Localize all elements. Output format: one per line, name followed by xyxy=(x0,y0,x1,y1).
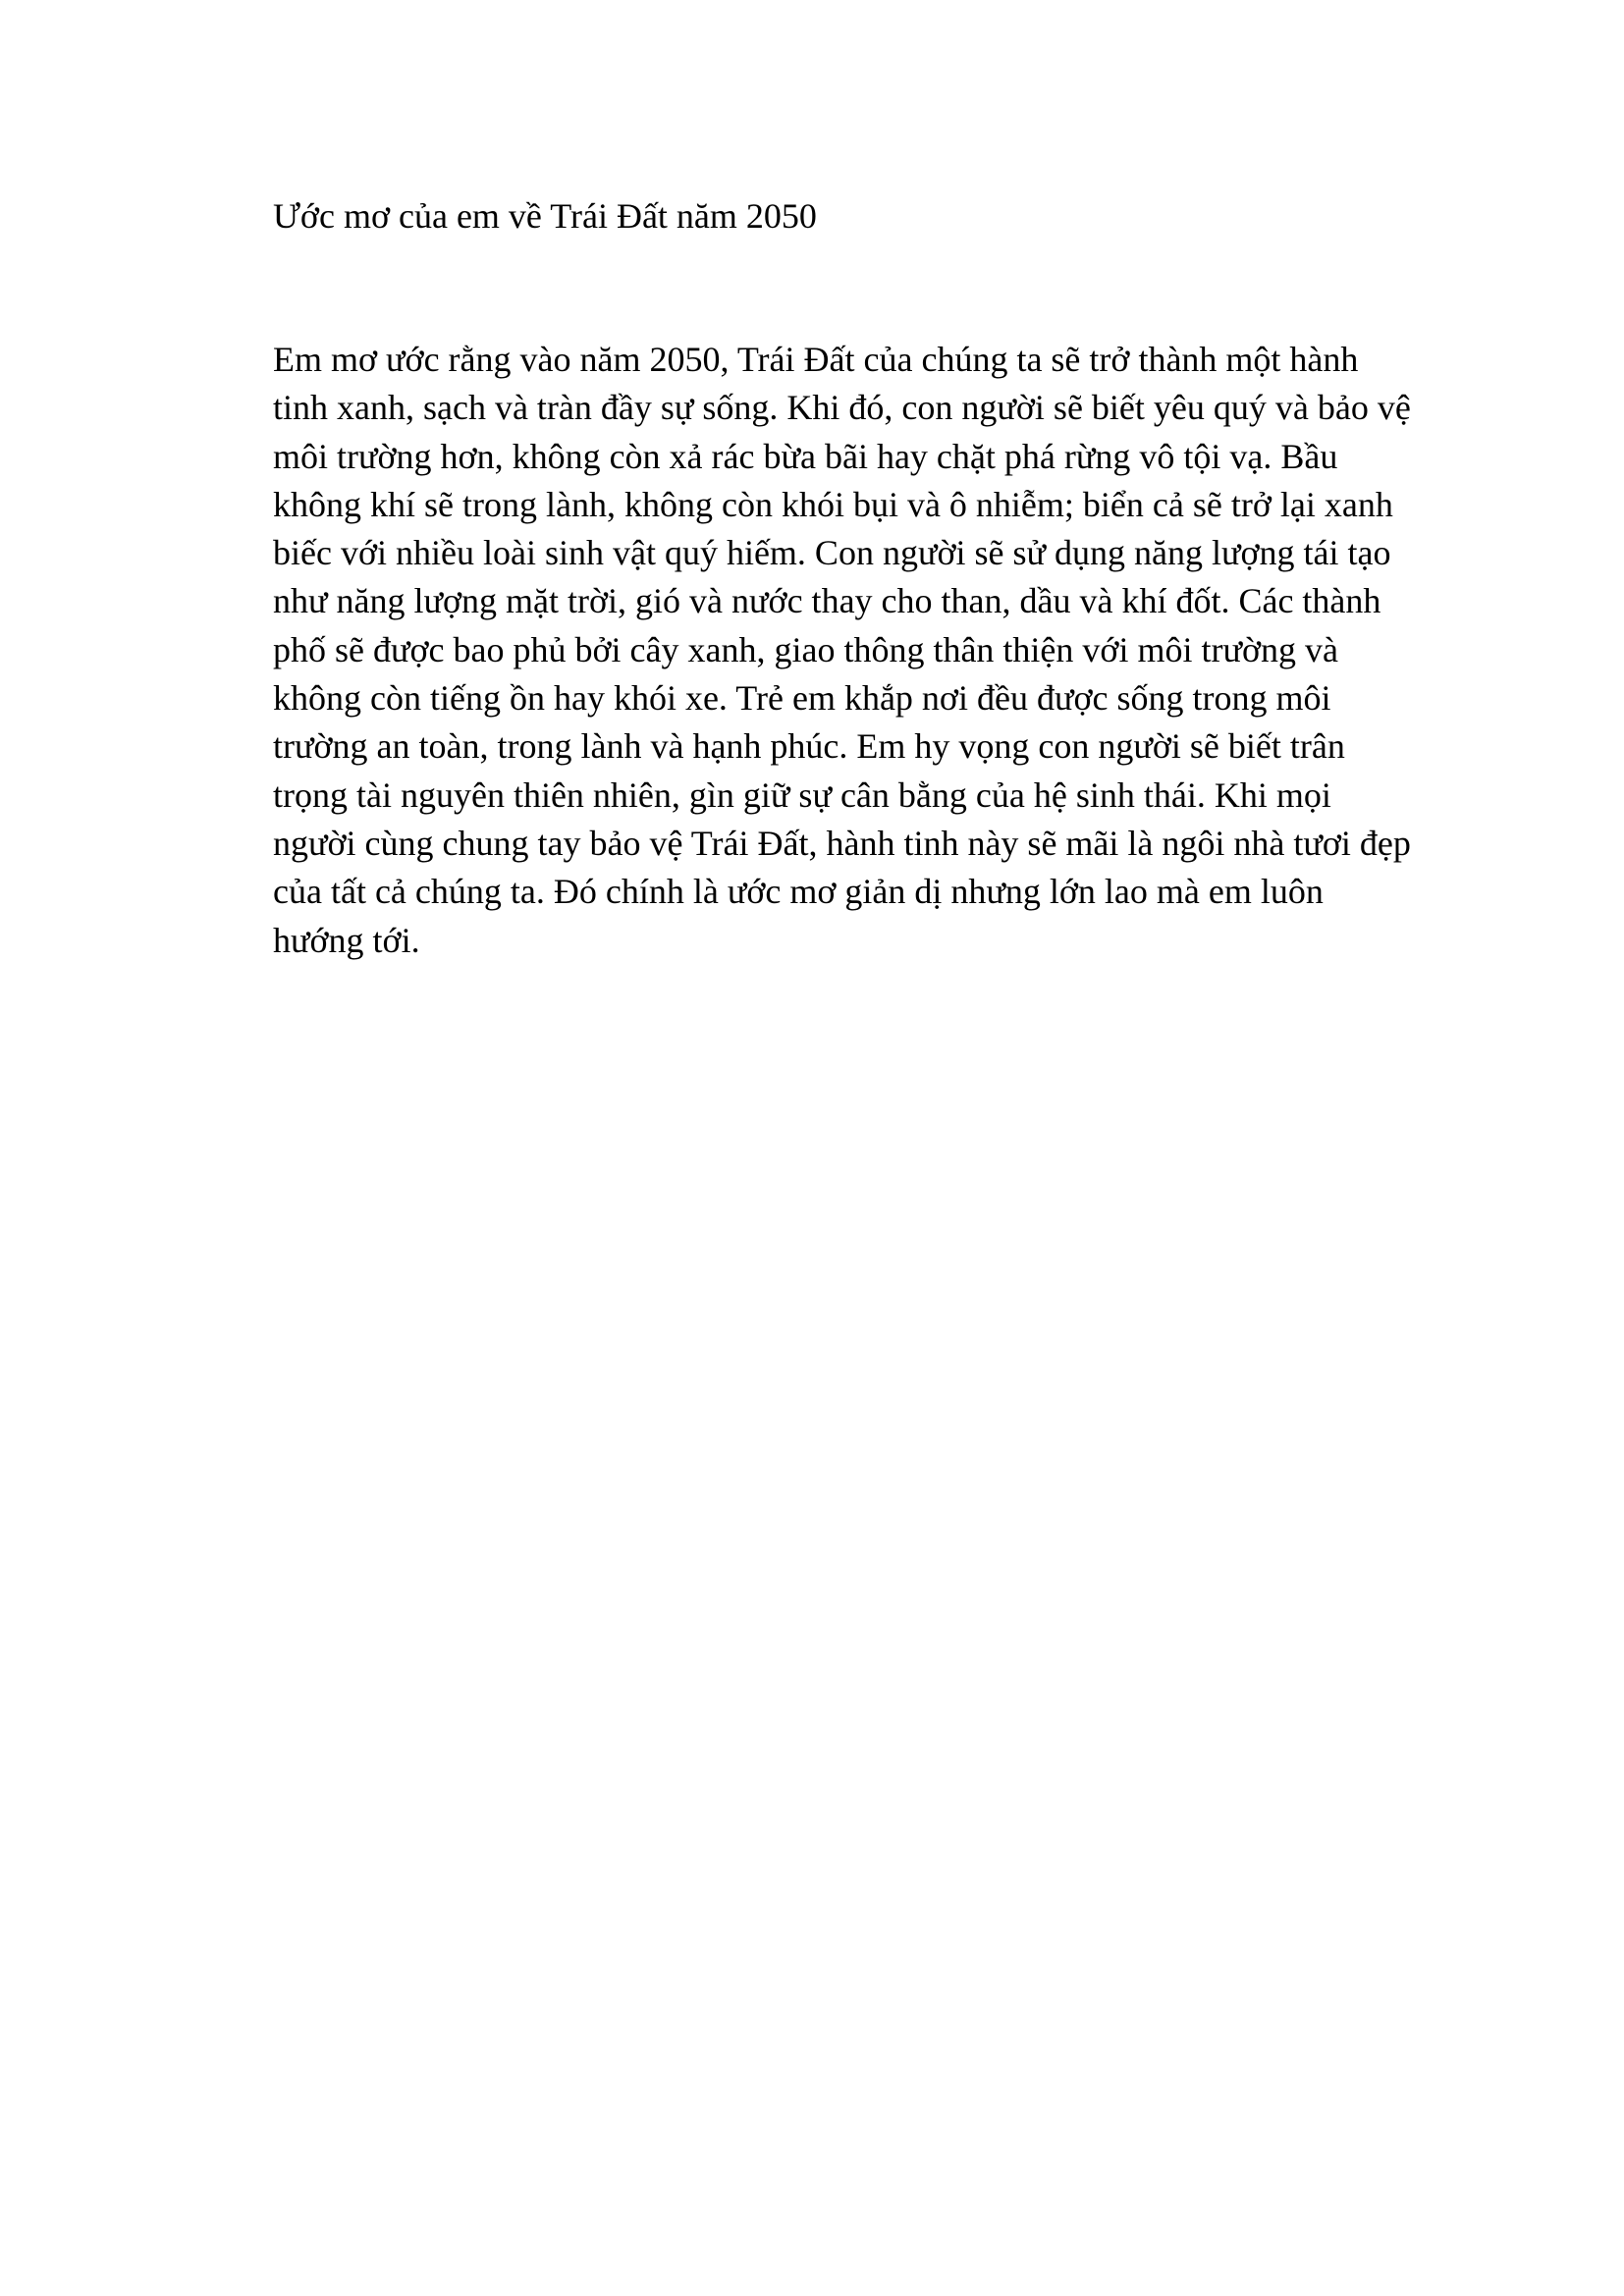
body-line: môi trường hơn, không còn xả rác bừa bãi hay chặt phá rừng vô tội vạ. Bầu xyxy=(273,436,1338,476)
body-line: hướng tới. xyxy=(273,920,420,960)
body-line: của tất cả chúng ta. Đó chính là ước mơ giản dị nhưng lớn lao mà em luôn xyxy=(273,872,1324,912)
body-line: Em mơ ước rằng vào năm 2050, Trái Đất của chúng ta sẽ trở thành một hành xyxy=(273,340,1359,379)
body-line: phố sẽ được bao phủ bởi cây xanh, giao thông thân thiện với môi trường và xyxy=(273,629,1338,669)
document-body xyxy=(273,336,1530,965)
body-line: không khí sẽ trong lành, không còn khói bụi và ô nhiễm; biển cả sẽ trở lại xanh xyxy=(273,484,1393,524)
document-title: Ước mơ của em về Trái Đất năm 2050 xyxy=(273,196,817,236)
body-line: trường an toàn, trong lành và hạnh phúc. Em hy vọng con người sẽ biết trân xyxy=(273,726,1345,767)
body-line: người cùng chung tay bảo vệ Trái Đất, hành tinh này sẽ mãi là ngôi nhà tươi đẹp xyxy=(273,823,1411,863)
body-line: biếc với nhiều loài sinh vật quý hiếm. Con người sẽ sử dụng năng lượng tái tạo xyxy=(273,533,1391,573)
body-line: không còn tiếng ồn hay khói xe. Trẻ em khắp nơi đều được sống trong môi xyxy=(273,678,1331,719)
body-line: trọng tài nguyên thiên nhiên, gìn giữ sự cân bằng của hệ sinh thái. Khi mọi xyxy=(273,774,1331,815)
body-line: tinh xanh, sạch và tràn đầy sự sống. Khi đó, con người sẽ biết yêu quý và bảo vệ xyxy=(273,388,1411,428)
body-line: như năng lượng mặt trời, gió và nước thay cho than, dầu và khí đốt. Các thành xyxy=(273,581,1381,621)
